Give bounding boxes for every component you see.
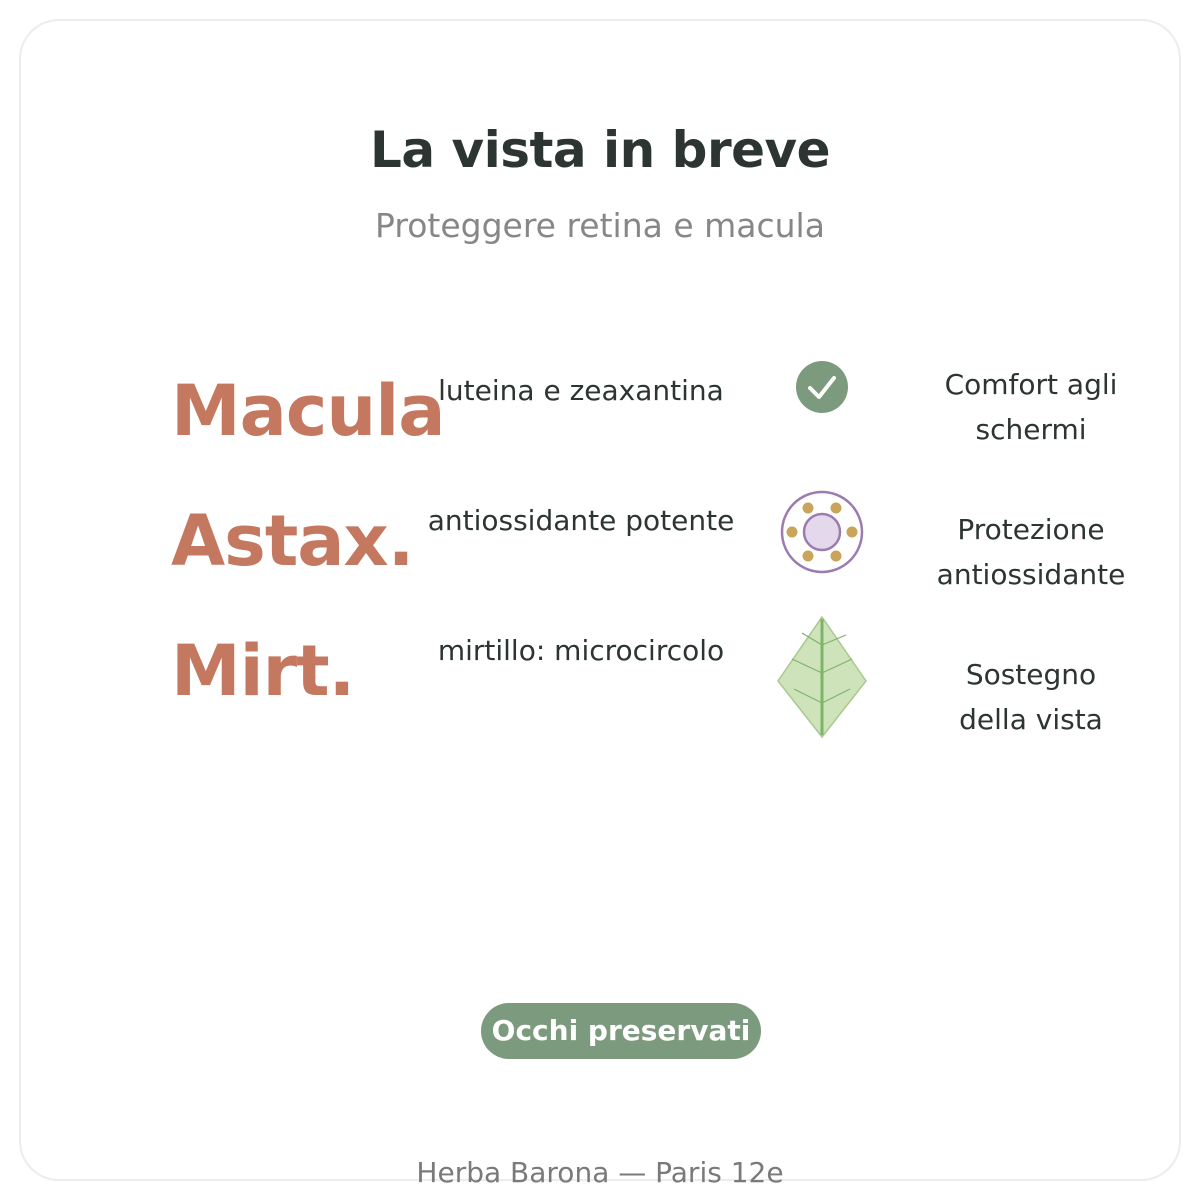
description-astax: antiossidante potente [427, 504, 735, 537]
leaf-icon [776, 615, 868, 743]
keyword-macula: Macula [171, 370, 445, 452]
description-macula: luteina e zeaxantina [438, 374, 724, 407]
benefit-macula [926, 362, 1136, 452]
cell-molecule-icon [778, 488, 866, 580]
description-mirt: mirtillo: microcircolo [437, 634, 725, 667]
benefit-line: schermi [975, 413, 1087, 446]
keyword-mirt: Mirt. [171, 630, 355, 712]
info-card [19, 19, 1181, 1189]
status-badge: Occhi preservati [481, 1003, 761, 1059]
benefit-line: Comfort agli [944, 368, 1118, 401]
benefit-astax [926, 507, 1136, 597]
keyword-astax: Astax. [171, 500, 414, 582]
page-title: La vista in breve [369, 121, 831, 179]
benefit-line: della vista [959, 703, 1103, 736]
footer-text: Herba Barona — Paris 12e [416, 1156, 784, 1189]
benefit-line: Protezione [957, 513, 1105, 546]
benefit-line: antiossidante [936, 558, 1126, 591]
benefit-line: Sostegno [965, 658, 1097, 691]
check-circle-icon [794, 361, 850, 421]
benefit-mirt [926, 652, 1136, 742]
page-subtitle: Proteggere retina e macula [375, 206, 825, 245]
